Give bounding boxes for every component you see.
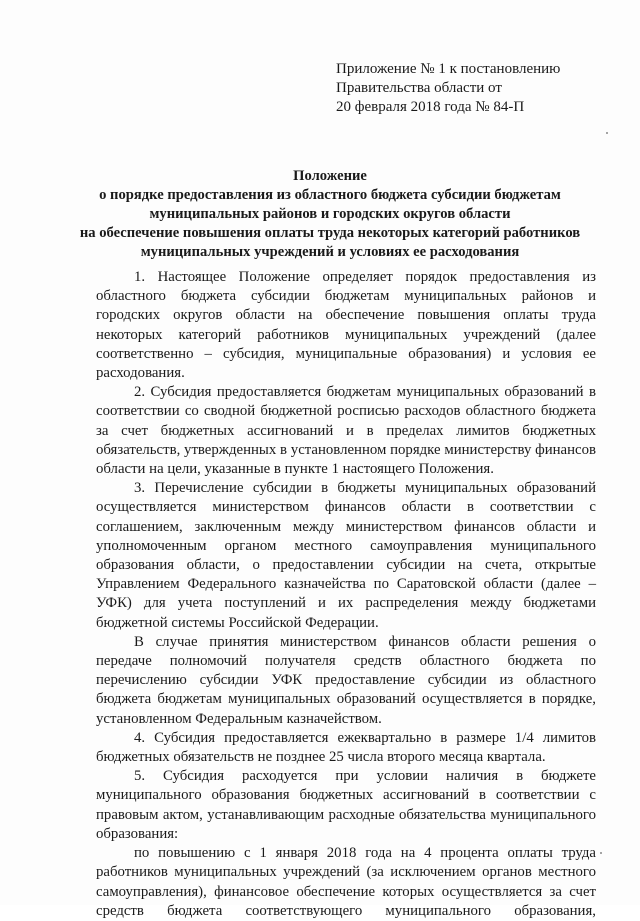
- title-line-5: муниципальных учреждений и условиях ее расходования: [140, 244, 520, 260]
- paragraph-2: 2. Субсидия предоставляется бюджетам муниципальных образований в соответствии со сводной бюджетной росписью расходов областного бюджета за счет бюджетных ассигнований и в пределах лимитов бюджетных обязательств, утвержденных в установленном порядке министерству финансов области на цели, указанные в пункте 1 настоящего Положения.: [96, 384, 596, 478]
- paragraph-4: В случае принятия министерством финансов области решения о передаче полномочий получателя средств областного бюджета по перечислению субсидии УФК предоставление субсидии из областного бюджета бюджетам муниципальных образований осуществляется в порядке, установленном Федеральным казначейством.: [96, 633, 596, 727]
- title-line-2: о порядке предоставления из областного бюджета субсидии бюджетам: [99, 187, 561, 203]
- title-line-1: Положение: [293, 168, 367, 184]
- paragraph-7: по повышению с 1 января 2018 года на 4 процента оплаты труда работников муниципальных учреждений (за исключением органов местного самоуправления), финансовое обеспечение которых осуществляется за счет средств бюджета соответствующего муниципального образования,: [96, 845, 596, 919]
- appendix-header-line-1: Приложение № 1 к постановлению: [336, 61, 561, 77]
- paragraph-3: 3. Перечисление субсидии в бюджеты муниципальных образований осуществляется министерством финансов области в соответствии с соглашением, заключенным между министерством финансов области и уполномоченным органом местного самоуправления муниципального образования области, о предоставлении субсидии на счета, открытые Управлением Федерального казначейства по Саратовской области (далее – УФК) для учета поступлений и их распределения между бюджетами бюджетной системы Российской Федерации.: [96, 480, 596, 631]
- paragraph-1: 1. Настоящее Положение определяет порядок предоставления из областного бюджета субсидии бюджетам муниципальных районов и городских округов области на обеспечение повышения оплаты труда некоторых категорий работников муниципальных учреждений (далее соответственно – субсидия, муниципальные образования) и условия ее расходования.: [96, 269, 596, 382]
- scan-speck: [600, 852, 602, 854]
- title-line-3: муниципальных районов и городских округов области: [149, 206, 511, 222]
- appendix-header-line-2: Правительства области от: [336, 80, 502, 96]
- appendix-header: [336, 60, 616, 117]
- paragraph-5: 4. Субсидия предоставляется ежеквартально в размере 1/4 лимитов бюджетных обязательств не позднее 25 числа второго месяца квартала.: [96, 729, 596, 766]
- paragraph-6: 5. Субсидия расходуется при условии наличия в бюджете муниципального образования бюджетных ассигнований в соответствии с правовым актом, устанавливающим расходные обязательства муниципального образования:: [96, 768, 596, 842]
- document-title: [60, 167, 600, 262]
- document-body: [96, 268, 596, 921]
- appendix-header-line-3: 20 февраля 2018 года № 84-П: [336, 99, 525, 115]
- scan-speck: [606, 132, 608, 134]
- title-line-4: на обеспечение повышения оплаты труда некоторых категорий работников: [79, 225, 581, 241]
